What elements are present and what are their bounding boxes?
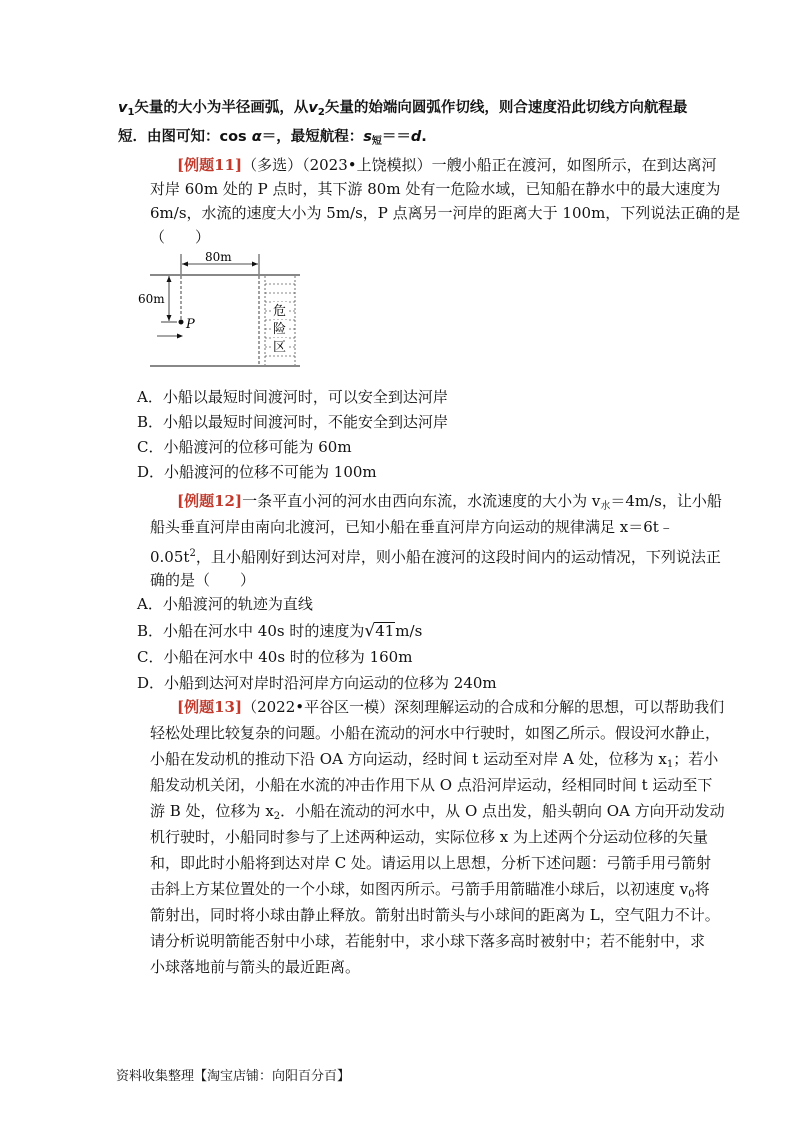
danger-label-1: 危 <box>273 304 287 319</box>
example-13-line-11: 小球落地前与箭头的最近距离。 <box>150 958 361 976</box>
example-11-option-c: C．小船渡河的位移可能为 60m <box>137 438 352 456</box>
example-11-tag: [例题11] <box>177 156 243 174</box>
example-13-line-1: [例题13]（2022•平谷区一模）深刻理解运动的合成和分解的思想，可以帮助我们 <box>177 698 725 716</box>
example-11-line-4: （ ） <box>150 228 211 246</box>
example-13-line-10: 请分析说明箭能否射中小球，若能射中，求小球下落多高时被射中；若不能射中，求 <box>150 932 706 950</box>
point-p <box>179 320 184 325</box>
example-12-line-4: 确的是（ ） <box>150 571 256 589</box>
example-12-line-1: [例题12]一条平直小河的河水由西向东流，水流速度的大小为 $v_水=4m/s$，让小船 <box>177 492 722 512</box>
label-p: P <box>186 317 195 332</box>
example-12-option-c: C．小船在河水中 40s 时的位移为 160m <box>137 648 413 666</box>
example-12-tag: [例题12] <box>177 492 243 510</box>
example-11-line-2: 对岸 60m 处的 P 点时，其下游 80m 处有一危险水域，已知船在静水中的最大速度为 <box>150 180 721 198</box>
example-12-line-3: $0.05t^2$，且小船刚好到达河对岸，则小船在渡河的这段时间内的运动情况，下列说法正 <box>150 548 721 566</box>
example-12-option-a: A．小船渡河的轨迹为直线 <box>137 595 313 613</box>
label-80m: 80m <box>205 250 232 264</box>
river-diagram <box>135 248 315 373</box>
example-13-line-6: 机行驶时，小船同时参与了上述两种运动，实际位移 x 为上述两个分运动位移的矢量 <box>150 828 708 846</box>
example-12-option-b: B．小船在河水中 40s 时的速度为√41m/s <box>137 621 423 641</box>
example-13-line-8: 击斜上方某位置处的一个小球，如图丙所示。弓箭手用箭瞄准小球后，以初速度 $v_0$将 <box>150 880 710 900</box>
danger-label-3: 区 <box>273 340 287 355</box>
example-13-line-3: 小船在发动机的推动下沿 OA 方向运动，经时间 t 运动至对岸 A 处，位移为 $x_1$；若小 <box>150 750 719 770</box>
example-12-line-2: 船头垂直河岸由南向北渡河，已知小船在垂直河岸方向运动的规律满足 x＝6t﹣ <box>150 518 674 536</box>
intro-line-2: 短．由图可知：cos α＝，最短航程：$s_短==d$. <box>118 129 427 147</box>
example-11-line-1: [例题11]（多选）（2023•上饶模拟）一艘小船正在渡河，如图所示，在到达离河 <box>177 156 717 174</box>
example-11-option-a: A．小船以最短时间渡河时，可以安全到达河岸 <box>137 388 448 406</box>
example-11-line-3: 6m/s，水流的速度大小为 5m/s，P 点离另一河岸的距离大于 100m，下列说法正确的是 <box>150 204 741 222</box>
example-13-line-7: 和，即此时小船将到达对岸 C 处。请运用以上思想，分析下述问题：弓箭手用弓箭射 <box>150 854 712 872</box>
page-footer: 资料收集整理【淘宝店铺：向阳百分百】 <box>116 1069 351 1084</box>
danger-label-2: 险 <box>273 322 287 337</box>
example-13-line-4: 船发动机关闭，小船在水流的冲击作用下从 O 点沿河岸运动，经相同时间 t 运动至下 <box>150 776 713 794</box>
example-11-option-d: D．小船渡河的位移不可能为 100m <box>137 463 377 481</box>
example-13-line-2: 轻松处理比较复杂的问题。小船在流动的河水中行驶时，如图乙所示。假设河水静止， <box>150 724 721 742</box>
example-13-tag: [例题13] <box>177 698 243 716</box>
example-13-line-5: 游 B 处，位移为 $x_2$．小船在流动的河水中，从 O 点出发，船头朝向 OA 方向开动发动 <box>150 802 725 822</box>
example-12-option-d: D．小船到达河对岸时沿河岸方向运动的位移为 240m <box>137 674 497 692</box>
label-60m: 60m <box>138 292 165 306</box>
example-13-line-9: 箭射出，同时将小球由静止释放。箭射出时箭头与小球间的距离为 L，空气阻力不计。 <box>150 906 720 924</box>
intro-line-1: $v_1$矢量的大小为半径画弧，从$v_2$矢量的始端向圆弧作切线，则合速度沿此切线方向航程最 <box>118 100 688 118</box>
example-11-option-b: B．小船以最短时间渡河时，不能安全到达河岸 <box>137 413 449 431</box>
